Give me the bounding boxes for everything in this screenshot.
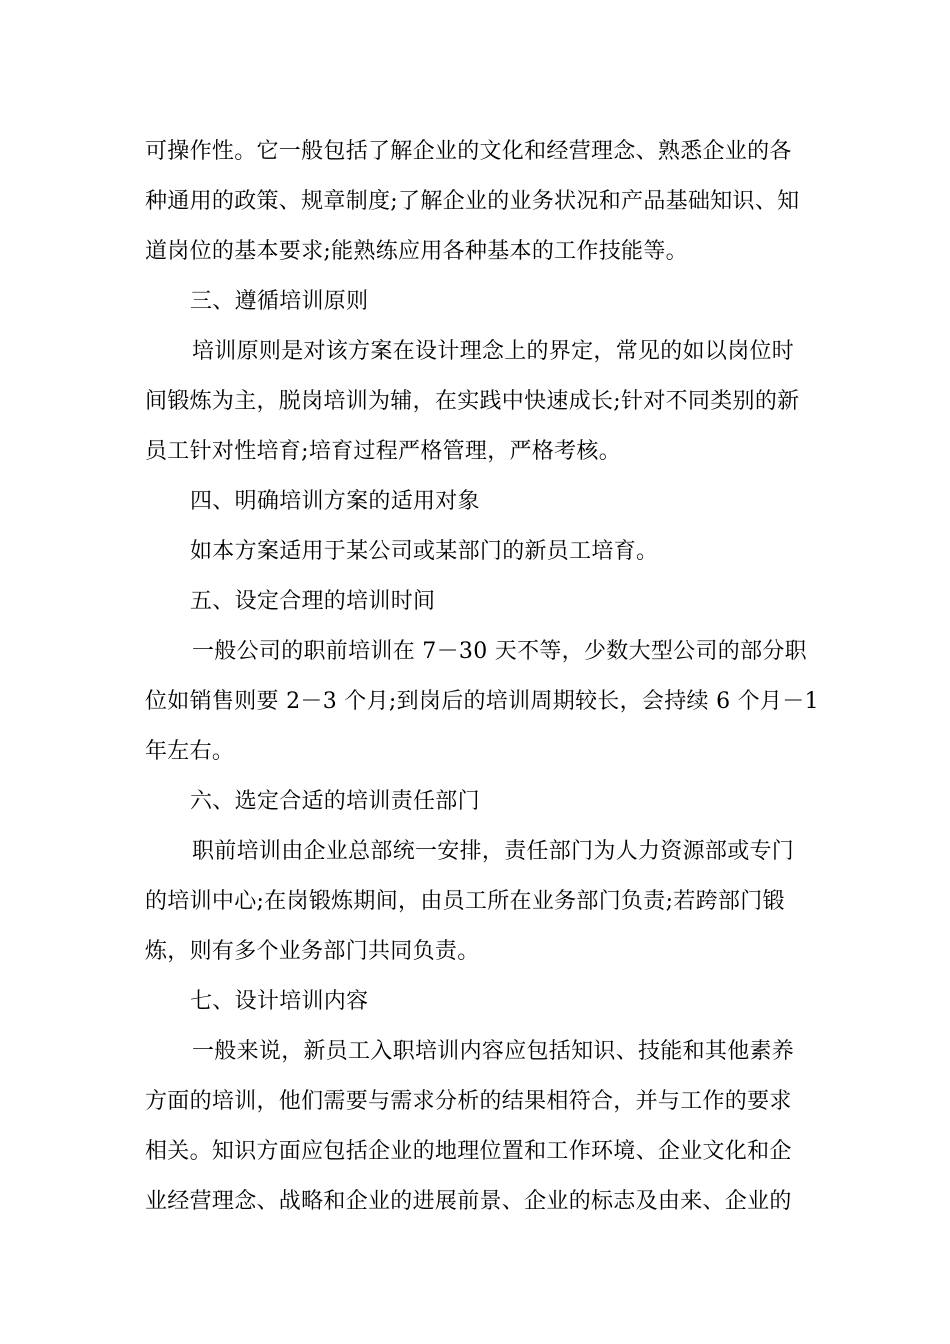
section-heading: 五、设定合理的培训时间 [190, 589, 436, 614]
body-text-line: 职前培训由企业总部统一安排，责任部门为人力资源部或专门 [192, 839, 795, 864]
body-text-line: 年左右。 [145, 739, 235, 764]
body-text-line: 可操作性。它一般包括了解企业的文化和经营理念、熟悉企业的各 [145, 139, 792, 164]
body-text-line: 如本方案适用于某公司或某部门的新员工培育。 [190, 539, 659, 564]
body-text-line: 培训原则是对该方案在设计理念上的界定，常见的如以岗位时 [192, 339, 795, 364]
body-text-line: 位如销售则要 2－3 个月;到岗后的培训周期较长，会持续 6 个月－1 [145, 689, 819, 714]
body-text-line: 相关。知识方面应包括企业的地理位置和工作环境、企业文化和企 [145, 1139, 792, 1164]
section-heading: 七、设计培训内容 [190, 989, 369, 1014]
body-text-line: 间锻炼为主，脱岗培训为辅，在实践中快速成长;针对不同类别的新 [145, 389, 800, 414]
body-text-line: 一般公司的职前培训在 7－30 天不等，少数大型公司的部分职 [192, 639, 807, 664]
section-heading: 四、明确培训方案的适用对象 [190, 489, 480, 514]
body-text-line: 种通用的政策、规章制度;了解企业的业务状况和产品基础知识、知 [145, 189, 800, 214]
body-text-line: 方面的培训，他们需要与需求分析的结果相符合，并与工作的要求 [145, 1089, 792, 1114]
body-text-line: 业经营理念、战略和企业的进展前景、企业的标志及由来、企业的 [145, 1189, 792, 1214]
body-text-line: 一般来说，新员工入职培训内容应包括知识、技能和其他素养 [192, 1039, 795, 1064]
body-text-line: 炼，则有多个业务部门共同负责。 [145, 939, 480, 964]
body-text-line: 道岗位的基本要求;能熟练应用各种基本的工作技能等。 [145, 239, 688, 264]
section-heading: 六、选定合适的培训责任部门 [190, 789, 480, 814]
body-text-line: 的培训中心;在岗锻炼期间，由员工所在业务部门负责;若跨部门锻 [145, 889, 785, 914]
body-text-line: 员工针对性培育;培育过程严格管理，严格考核。 [145, 439, 622, 464]
section-heading: 三、遵循培训原则 [190, 289, 369, 314]
